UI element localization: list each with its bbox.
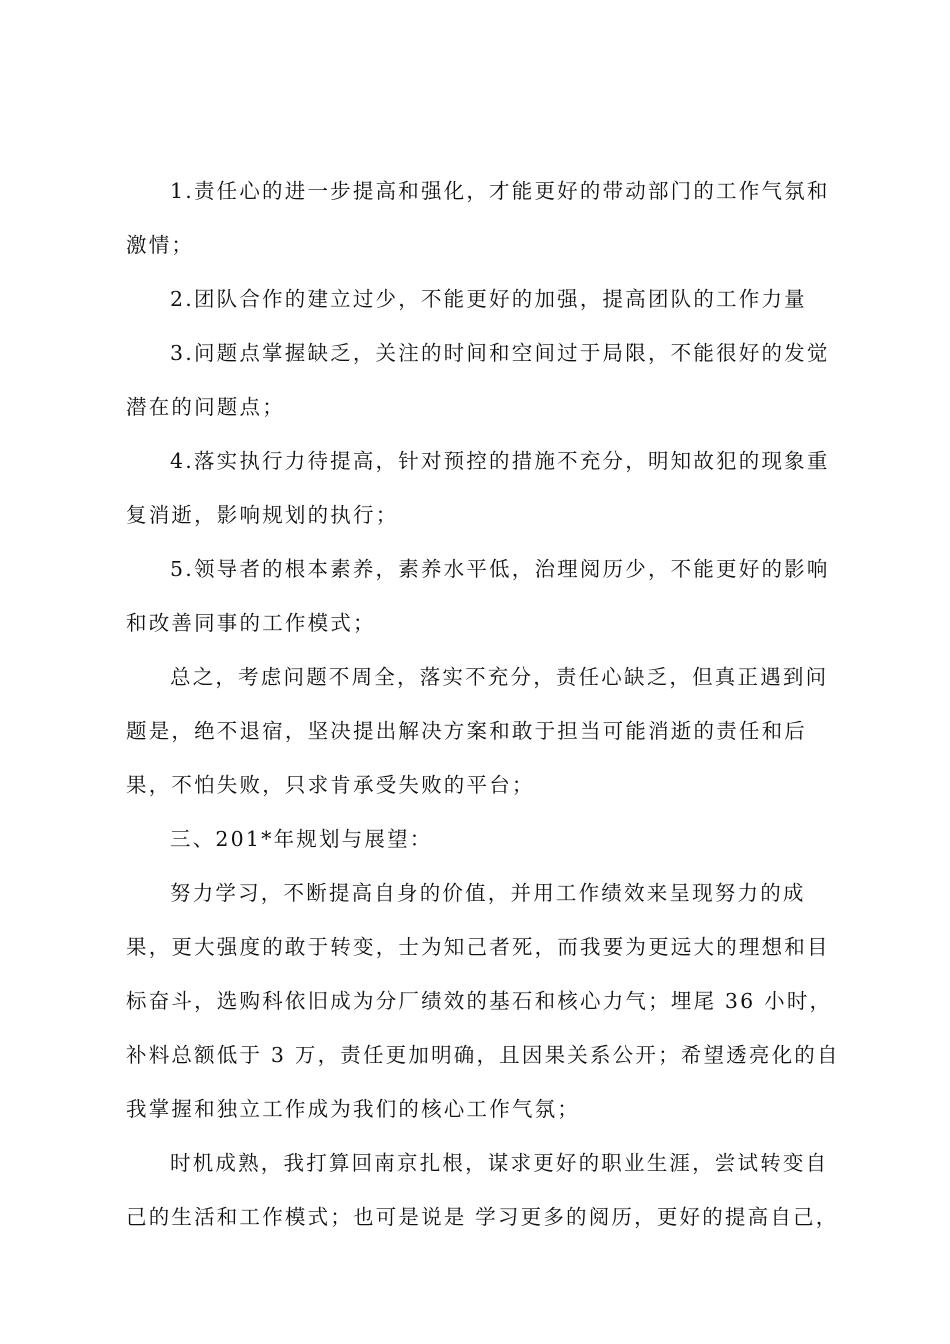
paragraph-plan <box>126 878 840 1124</box>
text-line: 果，更大强度的敢于转变，士为知己者死，而我要为更远大的理想和目 <box>126 935 830 959</box>
paragraph-summary <box>126 662 836 800</box>
text-line: 5.领导者的根本素养，素养水平低，治理阅历少，不能更好的影响 <box>170 557 830 581</box>
text-line: 努力学习，不断提高自身的价值，并用工作绩效来呈现努力的成 <box>170 881 806 905</box>
text-line: 总之，考虑问题不周全，落实不充分，责任心缺乏，但真正遇到问 <box>170 665 829 689</box>
text-line: 我掌握和独立工作成为我们的核心工作气氛； <box>126 1097 580 1121</box>
text-line: 复消逝，影响规划的执行； <box>126 503 399 527</box>
text-line: 和改善同事的工作模式； <box>126 611 376 635</box>
paragraph-1 <box>126 176 836 260</box>
text-line: 4.落实执行力待提高，针对预控的措施不充分，明知故犯的现象重 <box>170 449 830 473</box>
paragraph-2 <box>126 284 836 314</box>
text-line: 标奋斗，选购科依旧成为分厂绩效的基石和核心力气；埋尾 36 小时， <box>126 989 833 1013</box>
paragraph-4 <box>126 446 836 530</box>
text-line: 3.问题点掌握缺乏，关注的时间和空间过于局限，不能很好的发觉 <box>170 341 830 365</box>
text-line: 激情； <box>126 233 195 257</box>
text-line: 2.团队合作的建立过少，不能更好的加强，提高团队的工作力量 <box>170 287 807 311</box>
paragraph-future <box>126 1148 839 1232</box>
text-line: 潜在的问题点； <box>126 395 285 419</box>
text-line: 时机成熟，我打算回南京扎根，谋求更好的职业生涯，尝试转变自 <box>170 1151 829 1175</box>
text-line: 果，不怕失败，只求肯承受失败的平台； <box>126 773 535 797</box>
text-line: 三、201*年规划与展望： <box>170 827 433 851</box>
paragraph-3 <box>126 338 836 422</box>
text-line: 1.责任心的进一步提高和强化，才能更好的带动部门的工作气氛和 <box>170 179 830 203</box>
text-line: 补料总额低于 3 万，责任更加明确，且因果关系公开；希望透亮化的自 <box>126 1043 840 1067</box>
paragraph-5 <box>126 554 836 638</box>
document-page <box>126 176 840 1256</box>
text-line: 题是，绝不退宿，坚决提出解决方案和敢于担当可能消逝的责任和后 <box>126 719 807 743</box>
section-heading <box>126 824 836 854</box>
text-line: 己的生活和工作模式；也可是说是 学习更多的阅历，更好的提高自己， <box>126 1205 839 1229</box>
